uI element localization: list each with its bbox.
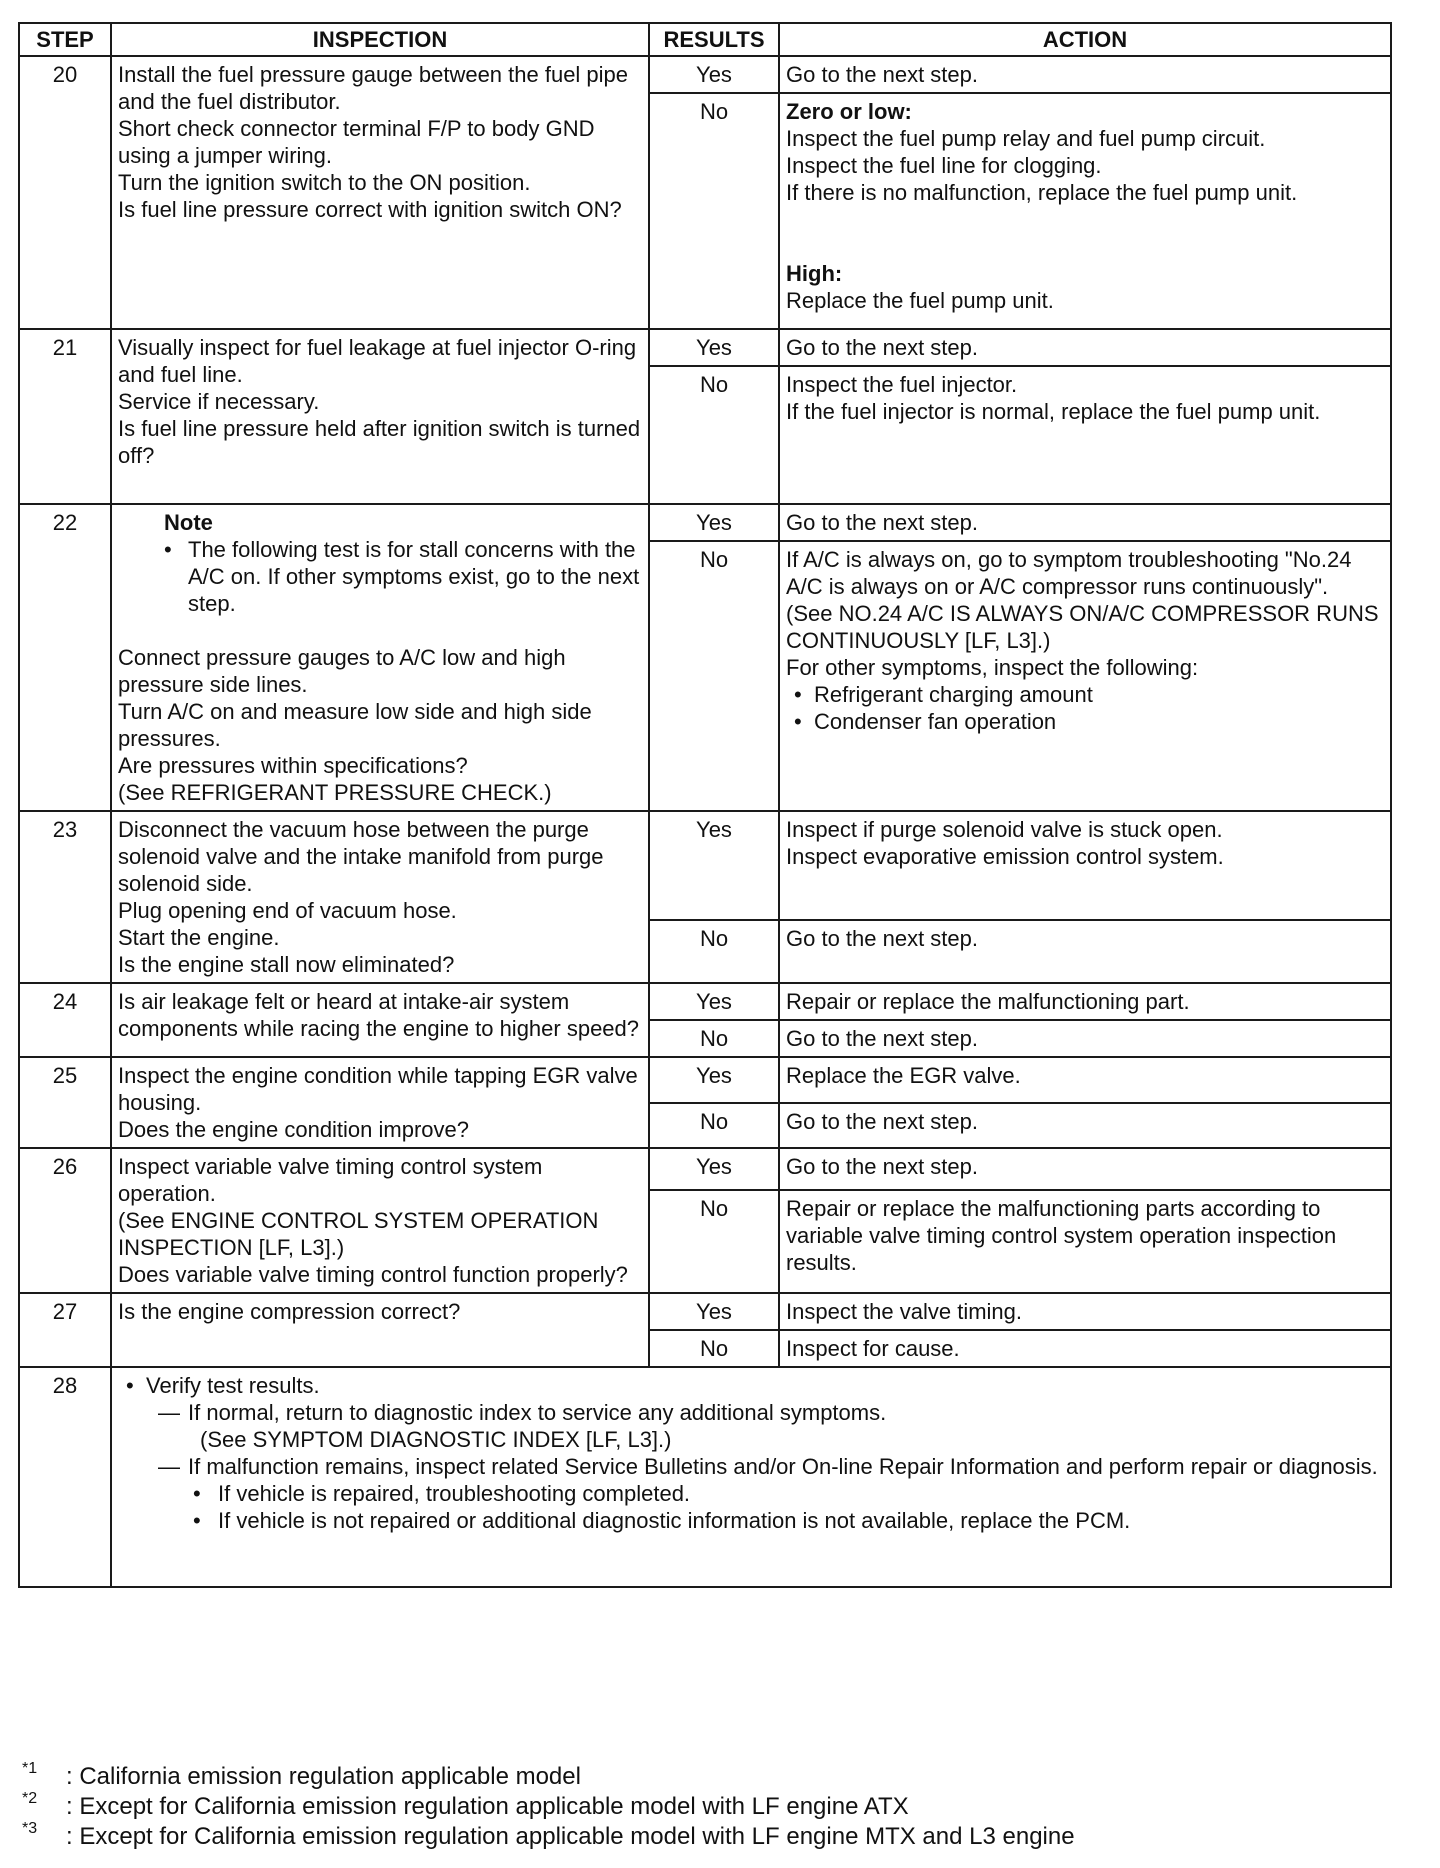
step-number: 23 bbox=[19, 811, 111, 983]
action-no bbox=[779, 541, 1391, 811]
footnotes bbox=[22, 1762, 1075, 1852]
action-yes bbox=[779, 811, 1391, 920]
table-row bbox=[19, 811, 1391, 920]
inspection-line: Is fuel line pressure held after ignition switch is turned off? bbox=[118, 416, 641, 468]
result-no: No bbox=[649, 541, 779, 811]
verify-cell bbox=[111, 1367, 1391, 1587]
result-yes: Yes bbox=[649, 504, 779, 541]
table-row bbox=[19, 1367, 1391, 1587]
inspection-line: Does the engine condition improve? bbox=[118, 1117, 470, 1142]
action-line: Inspect if purge solenoid valve is stuck open. bbox=[786, 817, 1223, 842]
verify-dash-item: — If malfunction remains, inspect related Service Bulletins and/or On-line Repair Information and perform repair or diagnosis. bbox=[118, 1453, 1384, 1480]
result-yes: Yes bbox=[649, 329, 779, 366]
header-step: STEP bbox=[19, 23, 111, 56]
result-yes: Yes bbox=[649, 811, 779, 920]
footnote-text: : California emission regulation applicable model bbox=[66, 1763, 581, 1790]
inspection-line: Turn A/C on and measure low side and high side pressures. bbox=[118, 699, 592, 751]
result-no: No bbox=[649, 1330, 779, 1367]
action-yes: Inspect the valve timing. bbox=[779, 1293, 1391, 1330]
verify-reference: (See SYMPTOM DIAGNOSTIC INDEX [LF, L3].) bbox=[200, 1427, 672, 1452]
action-bullet: • Condenser fan operation bbox=[786, 708, 1384, 735]
inspection-line: Turn the ignition switch to the ON position. bbox=[118, 170, 531, 195]
inspection-line: Is fuel line pressure correct with ignition switch ON? bbox=[118, 197, 622, 222]
header-results: RESULTS bbox=[649, 23, 779, 56]
action-line: (See NO.24 A/C IS ALWAYS ON/A/C COMPRESSOR RUNS CONTINUOUSLY [LF, L3].) bbox=[786, 601, 1379, 653]
step-number: 24 bbox=[19, 983, 111, 1057]
table-row bbox=[19, 1293, 1391, 1330]
inspection-line: Plug opening end of vacuum hose. bbox=[118, 898, 457, 923]
result-yes: Yes bbox=[649, 1293, 779, 1330]
footnote bbox=[22, 1822, 1075, 1852]
inspection-line: Is the engine stall now eliminated? bbox=[118, 952, 455, 977]
footnote-text: : Except for California emission regulation applicable model with LF engine ATX bbox=[66, 1793, 909, 1820]
action-subheading: High: bbox=[786, 261, 843, 286]
verify-sub-bullet: • If vehicle is repaired, troubleshooting completed. bbox=[118, 1480, 1384, 1507]
action-subheading: Zero or low: bbox=[786, 99, 912, 124]
action-line: If A/C is always on, go to symptom troubleshooting "No.24 A/C is always on or A/C compressor runs continuously". bbox=[786, 547, 1352, 599]
header-action: ACTION bbox=[779, 23, 1391, 56]
inspection-line: Service if necessary. bbox=[118, 389, 320, 414]
action-no: Go to the next step. bbox=[779, 1020, 1391, 1057]
action-line: If there is no malfunction, replace the fuel pump unit. bbox=[786, 180, 1298, 205]
action-yes: Repair or replace the malfunctioning part. bbox=[779, 983, 1391, 1020]
footnote-text: : Except for California emission regulation applicable model with LF engine MTX and L3 engine bbox=[66, 1823, 1075, 1850]
table-row bbox=[19, 504, 1391, 541]
inspection-line: Does variable valve timing control function properly? bbox=[118, 1262, 628, 1287]
action-yes: Go to the next step. bbox=[779, 1148, 1391, 1190]
inspection-line: Install the fuel pressure gauge between the fuel pipe and the fuel distributor. bbox=[118, 62, 629, 114]
table-row bbox=[19, 1057, 1391, 1103]
header-row bbox=[19, 23, 1391, 56]
action-no: Repair or replace the malfunctioning parts according to variable valve timing control system operation inspection results. bbox=[779, 1190, 1391, 1293]
inspection-line: (See REFRIGERANT PRESSURE CHECK.) bbox=[118, 780, 552, 805]
result-no: No bbox=[649, 1020, 779, 1057]
result-no: No bbox=[649, 366, 779, 504]
action-no: Inspect for cause. bbox=[779, 1330, 1391, 1367]
step-number: 21 bbox=[19, 329, 111, 504]
inspection-line: (See ENGINE CONTROL SYSTEM OPERATION INSPECTION [LF, L3].) bbox=[118, 1208, 599, 1260]
inspection-cell bbox=[111, 811, 649, 983]
action-no: Go to the next step. bbox=[779, 920, 1391, 983]
action-line: For other symptoms, inspect the following: bbox=[786, 655, 1199, 680]
footnote-mark: *3 bbox=[22, 1820, 38, 1837]
inspection-cell bbox=[111, 1148, 649, 1293]
table-row bbox=[19, 56, 1391, 93]
step-number: 27 bbox=[19, 1293, 111, 1367]
action-line: Inspect the fuel pump relay and fuel pump circuit. bbox=[786, 126, 1266, 151]
table-row bbox=[19, 1148, 1391, 1190]
action-no: Go to the next step. bbox=[779, 1103, 1391, 1149]
inspection-line: Visually inspect for fuel leakage at fuel injector O-ring and fuel line. bbox=[118, 335, 637, 387]
result-yes: Yes bbox=[649, 56, 779, 93]
verify-dash-item: — If normal, return to diagnostic index to service any additional symptoms. bbox=[118, 1399, 1384, 1426]
action-yes: Go to the next step. bbox=[779, 504, 1391, 541]
step-number: 25 bbox=[19, 1057, 111, 1148]
inspection-cell: Is air leakage felt or heard at intake-air system components while racing the engine to higher speed? bbox=[111, 983, 649, 1057]
result-no: No bbox=[649, 1103, 779, 1149]
inspection-line: Inspect variable valve timing control system operation. bbox=[118, 1154, 543, 1206]
verify-bullet: • Verify test results. bbox=[118, 1372, 1384, 1399]
inspection-line: Short check connector terminal F/P to body GND using a jumper wiring. bbox=[118, 116, 595, 168]
diagnostic-table bbox=[18, 22, 1392, 1588]
table-row bbox=[19, 329, 1391, 366]
result-yes: Yes bbox=[649, 1057, 779, 1103]
action-yes: Go to the next step. bbox=[779, 329, 1391, 366]
footnote bbox=[22, 1792, 1075, 1822]
header-inspection: INSPECTION bbox=[111, 23, 649, 56]
inspection-cell bbox=[111, 504, 649, 811]
inspection-line: Start the engine. bbox=[118, 925, 280, 950]
inspection-cell bbox=[111, 1057, 649, 1148]
step-number: 20 bbox=[19, 56, 111, 329]
inspection-line: Disconnect the vacuum hose between the purge solenoid valve and the intake manifold from purge solenoid side. bbox=[118, 817, 604, 896]
step-number: 22 bbox=[19, 504, 111, 811]
inspection-cell bbox=[111, 56, 649, 329]
result-no: No bbox=[649, 1190, 779, 1293]
action-bullet: • Refrigerant charging amount bbox=[786, 681, 1384, 708]
footnote bbox=[22, 1762, 1075, 1792]
result-yes: Yes bbox=[649, 983, 779, 1020]
footnote-mark: *1 bbox=[22, 1760, 38, 1777]
inspection-line: Connect pressure gauges to A/C low and high pressure side lines. bbox=[118, 645, 566, 697]
inspection-line: Are pressures within specifications? bbox=[118, 753, 468, 778]
action-line: Inspect evaporative emission control system. bbox=[786, 844, 1224, 869]
verify-sub-bullet: • If vehicle is not repaired or additional diagnostic information is not available, replace the PCM. bbox=[118, 1507, 1384, 1534]
table-row bbox=[19, 983, 1391, 1020]
action-line: Replace the fuel pump unit. bbox=[786, 288, 1054, 313]
action-line: Inspect the fuel injector. bbox=[786, 372, 1018, 397]
action-yes: Go to the next step. bbox=[779, 56, 1391, 93]
inspection-cell bbox=[111, 329, 649, 504]
step-number: 26 bbox=[19, 1148, 111, 1293]
inspection-cell: Is the engine compression correct? bbox=[111, 1293, 649, 1367]
action-no bbox=[779, 366, 1391, 504]
result-yes: Yes bbox=[649, 1148, 779, 1190]
diagnostic-table-page bbox=[18, 22, 1390, 1588]
footnote-mark: *2 bbox=[22, 1790, 38, 1807]
note-bullet: • The following test is for stall concerns with the A/C on. If other symptoms exist, go to the next step. bbox=[118, 536, 642, 617]
action-line: Inspect the fuel line for clogging. bbox=[786, 153, 1102, 178]
action-yes: Replace the EGR valve. bbox=[779, 1057, 1391, 1103]
action-no bbox=[779, 93, 1391, 329]
result-no: No bbox=[649, 93, 779, 329]
note-heading: Note bbox=[164, 510, 213, 535]
result-no: No bbox=[649, 920, 779, 983]
step-number: 28 bbox=[19, 1367, 111, 1587]
action-line: If the fuel injector is normal, replace the fuel pump unit. bbox=[786, 399, 1321, 424]
inspection-line: Inspect the engine condition while tapping EGR valve housing. bbox=[118, 1063, 638, 1115]
